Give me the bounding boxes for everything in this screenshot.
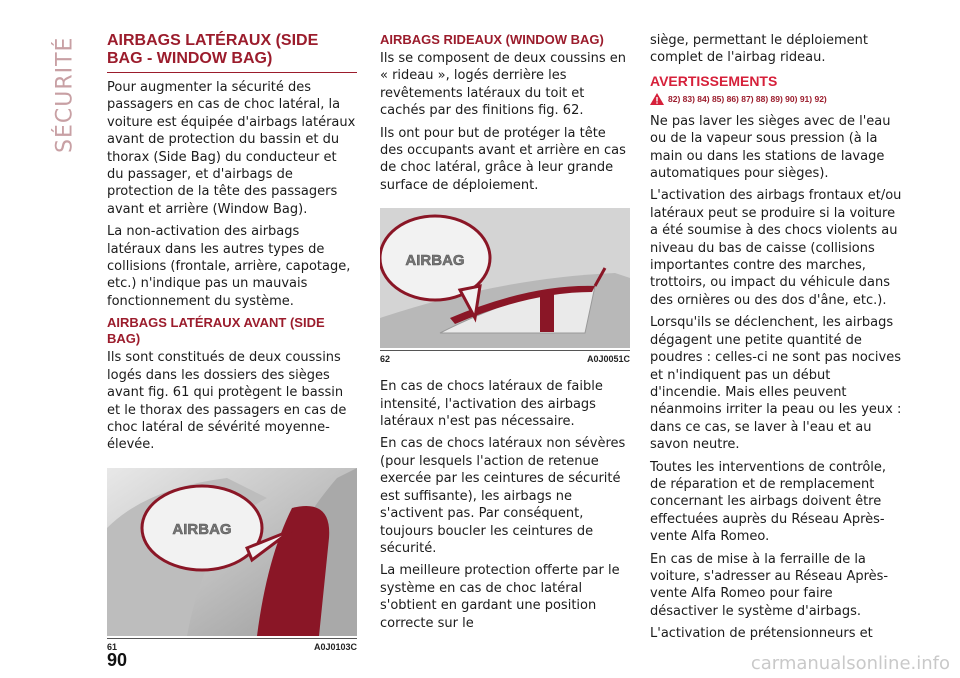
figure-code: A0J0051C <box>586 354 630 365</box>
section-side-tab: SÉCURITÉ <box>52 36 78 154</box>
paragraph: La meilleure protection offerte par le système en cas de choc latéral s'obtient en gardant une position correcte sur le <box>380 563 620 631</box>
figure-62 <box>380 208 630 348</box>
reference-numbers: 82) 83) 84) 85) 86) 87) 88) 89) 90) 91) 92) <box>668 93 827 104</box>
airbag-label: AIRBAG <box>172 520 232 538</box>
subsection-title: AIRBAGS RIDEAUX (WINDOW BAG) <box>380 32 604 47</box>
paragraph: En cas de chocs latéraux de faible intensité, l'activation des airbags latéraux n'est pas nécessaire. <box>380 379 603 430</box>
figure-caption <box>380 350 630 364</box>
window-airbag-illustration <box>380 208 630 348</box>
paragraph: En cas de chocs latéraux non sévères (pour lesquels l'action de retenue exercée par les ceintures de sécurité est suffisante), les airbags ne s'activent pas. Par conséquent, toujours boucler les ceintures de sécurité. <box>380 436 626 556</box>
figure-61 <box>107 468 357 636</box>
figure-number: 62 <box>380 354 391 365</box>
airbag-label: AIRBAG <box>405 252 465 270</box>
paragraph: Toutes les interventions de contrôle, de réparation et de remplacement concernant les airbags doivent être effectuées auprès du Réseau Après-vente Alfa Romeo. <box>650 459 887 545</box>
paragraph: Lorsqu'ils se déclenchent, les airbags dégagent une petite quantité de poudres : celles-ci ne sont pas nocives et n'indiquent pas un début d'incendie. Mais elles peuvent néanmoins irriter la peau ou les yeux : dans ce cas, se laver à l'eau et au savon neutre. <box>650 315 902 453</box>
column-2 <box>380 32 630 637</box>
paragraph: Ils sont constitués de deux coussins logés dans les dossiers des sièges avant fig. 61 qui protègent le bassin et le thorax des passagers en cas de choc latéral de sévérité moyenne-élevée. <box>107 350 347 453</box>
figure-number: 61 <box>107 641 118 652</box>
column-3 <box>650 32 902 648</box>
paragraph: Ils ont pour but de protéger la tête des occupants avant et arrière en cas de choc latéral, grâce à leur grande surface de déploiement. <box>380 125 626 193</box>
column-1 <box>107 32 357 652</box>
paragraph: Pour augmenter la sécurité des passagers en cas de choc latéral, la voiture est équipée d'airbags latéraux avant de protection du bassin et du thorax (Side Bag) du conducteur et du passager, et d'airbags de protection de la tête des passagers avant et arrière (Window Bag). <box>107 80 356 217</box>
paragraph: L'activation de prétensionneurs et <box>650 626 873 642</box>
subsection-title: AIRBAGS LATÉRAUX AVANT (SIDE BAG) <box>107 315 325 347</box>
page-number: 90 <box>107 650 128 670</box>
paragraph: siège, permettant le déploiement complet de l'airbag rideau. <box>650 33 868 66</box>
paragraph: L'activation des airbags frontaux et/ou latéraux peut se produire si la voiture a été soumise à des chocs violents au niveau du bas de caisse (collisions importantes contre des marches, trottoirs, ou impact du véhicule dans des ornières ou des dos d'âne, etc.). <box>650 188 902 308</box>
warning-triangle-icon <box>650 93 664 105</box>
figure-caption <box>107 638 357 652</box>
seat-airbag-illustration <box>107 468 357 636</box>
figure-code: A0J0103C <box>313 641 357 652</box>
section-title: AIRBAGS LATÉRAUX (SIDE BAG - WINDOW BAG) <box>107 32 357 73</box>
paragraph: En cas de mise à la ferraille de la voiture, s'adresser au Réseau Après-vente Alfa Romeo pour faire désactiver le système d'airbags. <box>650 551 889 619</box>
warning-references <box>650 93 902 105</box>
paragraph: La non-activation des airbags latéraux dans les autres types de collisions (frontale, arrière, capotage, etc.) n'indique pas un mauvais fonctionnement du système. <box>107 224 351 309</box>
warnings-title: AVERTISSEMENTS <box>650 72 778 89</box>
paragraph: Ils se composent de deux coussins en « rideau », logés derrière les revêtements latéraux du toit et cachés par des finitions fig. 62. <box>380 51 627 119</box>
watermark: carmanualsonline.info <box>750 653 950 674</box>
paragraph: Ne pas laver les sièges avec de l'eau ou de la vapeur sous pression (à la main ou dans les stations de lavage automatiques pour sièges). <box>650 113 891 182</box>
